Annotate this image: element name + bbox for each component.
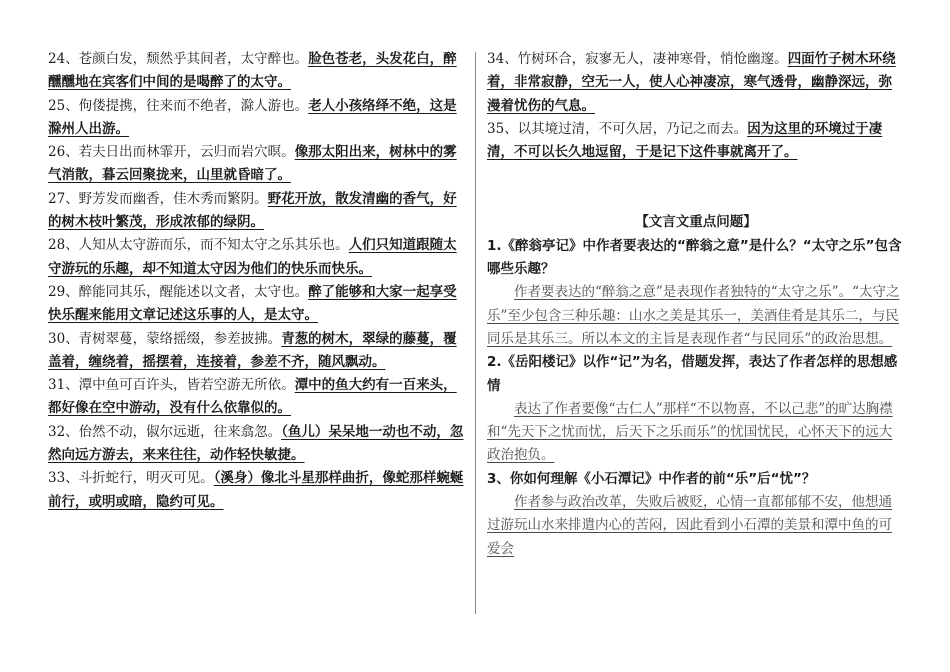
entry-24	[48, 48, 466, 95]
answer-1: 作者要表达的“醉翁之意”是表现作者独特的“太守之乐”。“太守之乐”至少包含三种乐趣：山水之美是其乐一，美酒佳肴是其乐二，与民同乐是其乐三。所以本文的主旨是表现作者“与民同乐”的政治思想。	[487, 284, 900, 347]
entry-32	[48, 421, 466, 468]
entry-translation: 老人小孩络绎不绝，这是滁州人出游。	[48, 97, 457, 137]
entry-number: 29	[48, 283, 66, 300]
entry-source: 、潭中鱼可百许头，皆若空游无所依。	[65, 377, 295, 394]
entry-number: 28	[48, 237, 66, 254]
entry-31	[48, 374, 466, 421]
entry-source: 、若夫日出而林霏开，云归而岩穴暝。	[65, 144, 295, 161]
entry-translation: 脸色苍老，头发花白，醉醺醺地在宾客们中间的是喝醉了的太守。	[48, 51, 457, 91]
entry-translation: 青葱的树木，翠绿的藤蔓，覆盖着，缠绕着，摇摆着，连接着，参差不齐，随风飘动。	[48, 330, 457, 370]
entry-number: 34	[487, 51, 505, 67]
entry-translation: 因为这里的环境过于凄清，不可以长久地逗留，于是记下这件事就离开了。	[487, 120, 883, 161]
entry-translation: 像那太阳出来，树林中的雾气消散，暮云回聚拢来，山里就昏暗了。	[48, 144, 457, 184]
entry-source: 、竹树环合，寂寥无人，凄神寒骨，悄怆幽邃。	[504, 51, 788, 67]
entry-translation: 醉了能够和大家一起享受快乐醒来能用文章记述这乐事的人，是太守。	[48, 283, 457, 324]
entry-number: 31	[48, 377, 66, 394]
entry-number: 27	[48, 190, 66, 207]
entry-number: 24	[48, 51, 66, 67]
right-column	[487, 48, 905, 561]
entry-29	[48, 281, 466, 328]
entry-translation: 野花开放，散发清幽的香气，好的树木枝叶繁茂，形成浓郁的绿阴。	[48, 190, 457, 231]
answer-2: 表达了作者要像“古仁人”那样“不以物喜，不以己悲”的旷达胸襟和“先天下之忧而忧，后天下之乐而乐”的忧国忧民，心怀天下的远大政治抱负。	[487, 400, 893, 464]
entry-source: 、野芳发而幽香，佳木秀而繁阴。	[65, 190, 268, 207]
entry-source: 、佝偻提携，往来而不绝者，滁人游也。	[65, 97, 309, 114]
question-3: 3、你如何理解《小石潭记》中作者的前“乐”后“忧”？	[487, 470, 816, 487]
entry-translation: 潭中的鱼大约有一百来头，都好像在空中游动，没有什么依靠似的。	[48, 377, 457, 417]
entry-number: 26	[48, 144, 66, 161]
entry-number: 32	[48, 423, 66, 440]
entry-source: 、人知从太守游而乐，而不知太守之乐其乐也。	[65, 237, 349, 254]
left-column	[48, 48, 466, 514]
entry-30	[48, 328, 466, 375]
entry-translation: （溪身）像北斗星那样曲折，像蛇那样蜿蜒前行，或明或暗，隐约可见。	[48, 470, 464, 510]
entry-34	[487, 48, 905, 118]
entry-number: 25	[48, 97, 66, 114]
spacer	[487, 164, 905, 211]
entry-number: 35	[487, 120, 505, 137]
entry-source: 、斗折蛇行，明灭可见。	[65, 470, 214, 487]
entry-translation: （鱼儿）呆呆地一动也不动，忽然向远方游去，来来往往，动作轻快敏捷。	[48, 423, 464, 464]
entry-source: 、青树翠蔓，蒙络摇缀，参差披拂。	[65, 330, 282, 347]
section-title: 【文言文重点问题】	[635, 214, 757, 231]
entry-source: 、以其境过清，不可久居，乃记之而去。	[504, 120, 748, 137]
question-1: 1.《醉翁亭记》中作者要表达的“醉翁之意”是什么？“太守之乐”包含哪些乐趣？	[487, 237, 902, 278]
entry-25	[48, 95, 466, 142]
answer-3: 作者参与政治改革，失败后被贬，心情一直都郁郁不安，他想通过游玩山水来排遣内心的苦闷，因此看到小石潭的美景和潭中鱼的可爱会	[487, 494, 892, 557]
entry-number: 33	[48, 470, 66, 487]
entry-33	[48, 467, 466, 514]
entry-source: 、佁然不动，俶尔远逝，往来翕忽。	[65, 423, 282, 440]
column-divider	[475, 52, 476, 614]
entry-28	[48, 234, 466, 281]
entry-source: 、醉能同其乐，醒能述以文者，太守也。	[65, 283, 309, 300]
question-2: 2.《岳阳楼记》以作“记”为名，借题发挥，表达了作者怎样的思想感情	[487, 354, 898, 394]
entry-source: 、苍颜白发，颓然乎其间者，太守醉也。	[65, 51, 309, 67]
entry-translation: 人们只知道跟随太守游玩的乐趣，却不知道太守因为他们的快乐而快乐。	[48, 237, 457, 277]
entry-35	[487, 118, 905, 165]
entry-27	[48, 188, 466, 235]
entry-translation: 四面竹子树木环绕着，非常寂静，空无一人，使人心神凄凉，寒气透骨，幽静深远，弥漫着忧伤的气息。	[487, 51, 896, 114]
entry-number: 30	[48, 330, 66, 347]
entry-26	[48, 141, 466, 188]
